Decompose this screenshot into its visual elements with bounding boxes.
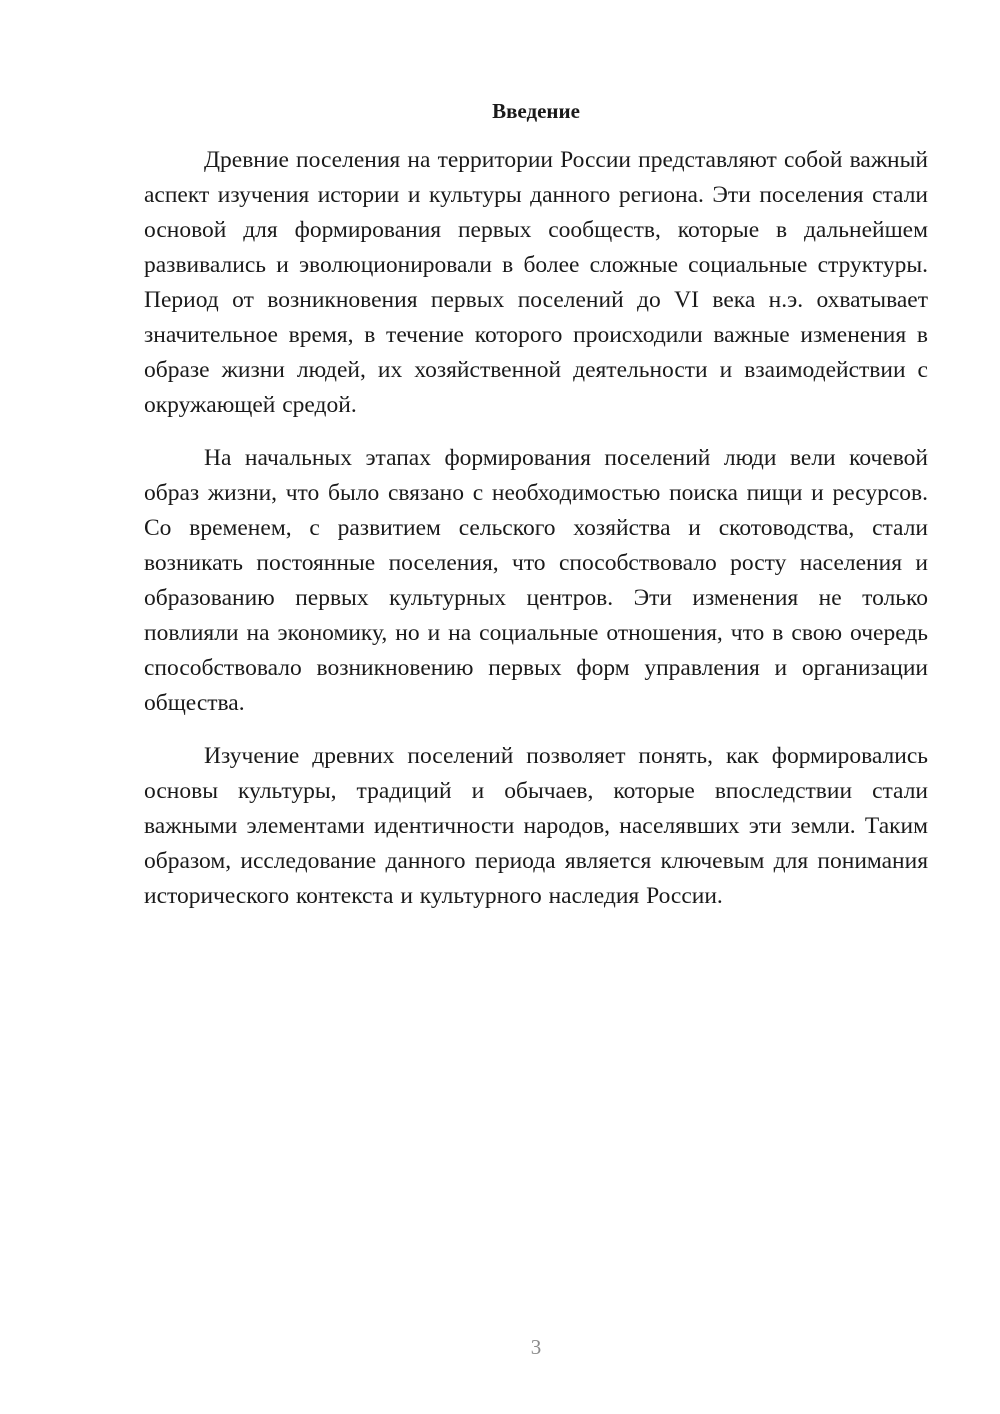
paragraph-3: Изучение древних поселений позволяет понять, как формировались основы культуры, традиций и обычаев, которые впоследствии стали важными элементами идентичности народов, населявших эти земли. Таким образом, исследование данного периода является ключевым для понимания исторического контекста и культурного наследия России. bbox=[144, 743, 928, 909]
body-text bbox=[144, 143, 928, 932]
page-number: 3 bbox=[530, 1335, 542, 1359]
section-heading: Введение bbox=[492, 99, 580, 123]
paragraph-2: На начальных этапах формирования поселений люди вели кочевой образ жизни, что было связано с необходимостью поиска пищи и ресурсов. Со временем, с развитием сельского хозяйства и скотоводства, стали возникать постоянные поселения, что способствовало росту населения и образованию первых культурных центров. Эти изменения не только повлияли на экономику, но и на социальные отношения, что в свою очередь способствовало возникновению первых форм управления и организации общества. bbox=[144, 445, 928, 716]
paragraph-1: Древние поселения на территории России представляют собой важный аспект изучения истории и культуры данного региона. Эти поселения стали основой для формирования первых сообществ, которые в дальнейшем развивались и эволюционировали в более сложные социальные структуры. Период от возникновения первых поселений до VI века н.э. охватывает значительное время, в течение которого происходили важные изменения в образе жизни людей, их хозяйственной деятельности и взаимодействии с окружающей средой. bbox=[144, 147, 928, 418]
